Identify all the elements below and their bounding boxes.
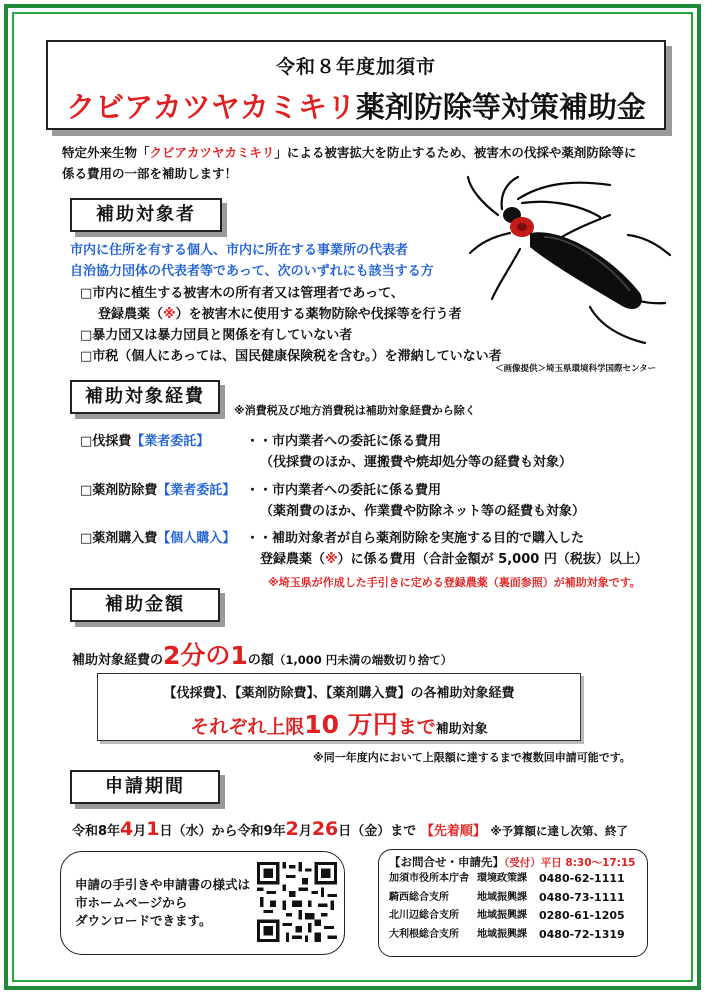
beetle-photo <box>460 175 675 360</box>
application-period <box>72 818 628 840</box>
limit-box <box>97 673 581 741</box>
budget-note: ※予算額に達し次第、終了 <box>490 824 629 838</box>
office-name: 加須市役所本庁舎 <box>389 873 469 884</box>
contact-header <box>389 854 637 870</box>
condition-item-cont <box>80 304 502 325</box>
download-text <box>75 876 250 930</box>
rate-text: の額 <box>247 653 274 668</box>
period-num: 26 <box>311 818 339 840</box>
phone-number[interactable]: 0480-72-1319 <box>539 927 625 941</box>
expense-label: □伐採費 <box>80 434 132 449</box>
expense-tag: 【業者委託】 <box>131 434 210 449</box>
expense-desc-line: （伐採費のほか、運搬費や焼却処分等の経費も対象） <box>260 455 573 470</box>
phone-number[interactable]: 0280-61-1205 <box>539 909 625 922</box>
cond-text: 登録農薬（ <box>98 307 164 322</box>
expense-desc-line: ・・市内業者への委託に係る費用 <box>246 483 442 498</box>
photo-credit: ＜画像提供＞埼玉県環境科学国際センター <box>495 364 657 374</box>
expense-desc <box>246 528 648 570</box>
contact-box <box>378 849 648 957</box>
tax-note: ※消費税及び地方消費税は補助対象経費から除く <box>234 404 476 417</box>
expense-label: □薬剤防除費 <box>80 483 158 498</box>
phone-number[interactable]: 0480-73-1111 <box>539 890 625 904</box>
desc-mark: ※ <box>325 552 338 567</box>
limit-value: 10 万円 <box>304 710 398 739</box>
contact-row <box>389 907 637 926</box>
heading-eligible-persons: 補助対象者 <box>70 198 222 232</box>
intro-species: クビアカツヤカミキリ <box>149 145 275 160</box>
period-text: 日（水）から令和9年 <box>159 824 286 839</box>
rate-text: 補助対象経費の <box>72 653 164 668</box>
expense-desc <box>246 431 572 473</box>
download-info-box <box>60 851 345 955</box>
limit-text: まで <box>397 716 436 738</box>
download-line: ダウンロードできます。 <box>75 913 212 928</box>
download-line: 市ホームページから <box>75 895 188 910</box>
eligible-description <box>70 240 434 282</box>
rate-half: 2分の1 <box>163 641 248 670</box>
expense-label: □薬剤購入費 <box>80 531 158 546</box>
contact-row <box>389 870 637 889</box>
limit-text: それぞれ上限 <box>190 716 305 738</box>
heading-eligible-expenses: 補助対象経費 <box>70 380 220 414</box>
intro-line2: 係る費用の一部を補助します！ <box>62 166 238 181</box>
expense-desc <box>246 480 585 522</box>
period-num: 4 <box>120 818 134 840</box>
expense-desc-line: ・・市内業者への委託に係る費用 <box>246 434 442 449</box>
contact-row <box>389 926 637 945</box>
title-year-city: 令和８年度加須市 <box>275 56 436 78</box>
contact-row <box>389 889 637 908</box>
download-line: 申請の手引きや申請書の様式は <box>75 877 251 892</box>
cond-text: ）を被害木に使用する薬物防除や伐採等を行う者 <box>175 307 462 322</box>
eligible-desc-line: 市内に住所を有する個人、市内に所在する事業所の代表者 <box>70 243 409 258</box>
period-text: 令和8年 <box>72 824 121 839</box>
first-come-label: 【先着順】 <box>420 824 486 839</box>
dept-name: 地域振興課 <box>477 891 527 903</box>
subsidy-rate <box>72 636 452 672</box>
expense-item-felling <box>80 431 209 452</box>
limit-suffix: 補助対象 <box>435 722 488 737</box>
cond-mark: ※ <box>163 307 176 322</box>
heading-subsidy-amount: 補助金額 <box>70 588 220 622</box>
qr-code[interactable] <box>257 862 337 942</box>
desc-text: 登録農薬（ <box>260 552 326 567</box>
expense-desc-line: （薬剤費のほか、作業費や防除ネット等の経費も対象） <box>260 504 586 519</box>
expense-desc-line <box>246 549 648 570</box>
expense-tag: 【個人購入】 <box>157 531 236 546</box>
period-num: 1 <box>146 818 160 840</box>
period-num: 2 <box>285 818 299 840</box>
period-text: 月 <box>298 824 312 839</box>
condition-item: □市税（個人にあっては、国民健康保険税を含む。）を滞納していない者 <box>80 349 502 364</box>
intro-part: 特定外来生物「 <box>62 145 150 160</box>
eligibility-conditions <box>80 283 502 367</box>
title-main <box>48 85 664 126</box>
expense-desc-line: ・・補助対象者が自ら薬剤防除を実施する目的で購入した <box>246 531 585 546</box>
desc-text: ）に係る費用（合計金額が 5,000 円（税抜）以上） <box>337 552 648 567</box>
rounding-note: （1,000 円未満の端数切り捨て） <box>273 653 453 667</box>
expense-tag: 【業者委託】 <box>157 483 236 498</box>
title-species: クビアカツヤカミキリ <box>66 90 356 124</box>
intro-part: 」による被害拡大を防止するため、被害木の伐採や薬剤防除等に <box>274 145 637 160</box>
eligible-desc-line: 自治協力団体の代表者等であって、次のいずれにも該当する方 <box>70 264 434 279</box>
condition-item: □市内に植生する被害木の所有者又は管理者であって、 <box>80 286 404 301</box>
phone-number[interactable]: 0480-62-1111 <box>539 872 625 885</box>
period-text: 日（金）まで <box>338 824 417 839</box>
multiple-application-note: ※同一年度内において上限額に達するまで複数回申請可能です。 <box>313 751 631 764</box>
expense-item-spraying <box>80 480 235 501</box>
title-box <box>46 40 666 130</box>
contact-title: 【お問合せ・申請先】 <box>389 855 504 869</box>
heading-application-period: 申請期間 <box>70 770 220 804</box>
title-program: 薬剤防除等対策補助金 <box>355 90 646 124</box>
office-name: 騎西総合支所 <box>389 891 449 903</box>
office-name: 大利根総合支所 <box>389 928 459 940</box>
registered-pesticide-note: ※埼玉県が作成した手引きに定める登録農薬（裏面参照）が補助対象です。 <box>268 576 641 589</box>
contact-hours: （受付）平日 8:30～17:15 <box>504 857 636 869</box>
limit-amount <box>98 705 580 741</box>
dept-name: 地域振興課 <box>477 928 527 940</box>
expense-item-purchase <box>80 528 235 549</box>
office-name: 北川辺総合支所 <box>389 910 459 921</box>
condition-item: □暴力団又は暴力団員と関係を有していない者 <box>80 328 353 343</box>
dept-name: 地域振興課 <box>477 910 527 921</box>
dept-name: 環境政策課 <box>477 873 527 884</box>
period-text: 月 <box>133 824 147 839</box>
limit-categories: 【伐採費】、【薬剤防除費】、【薬剤購入費】の各補助対象経費 <box>163 686 515 701</box>
